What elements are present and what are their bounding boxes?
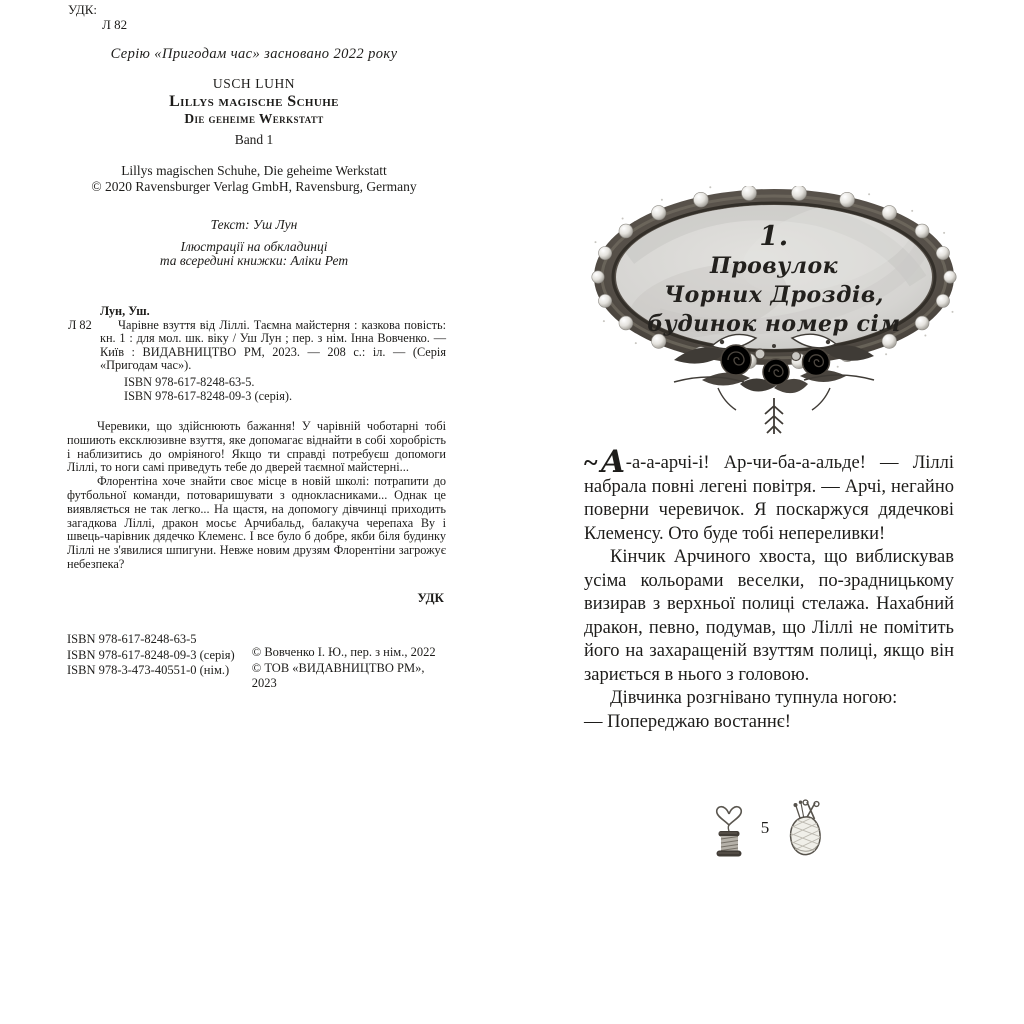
isbn-line-1: ISBN 978-617-8248-63-5 [67, 632, 197, 646]
chapter-heading [588, 222, 960, 339]
udk-label: УДК: [68, 2, 98, 17]
thread-spool-icon [712, 798, 746, 858]
copyright-page [62, 0, 446, 1024]
isbn-column [62, 632, 252, 692]
volume-number: Band 1 [234, 132, 274, 147]
original-title: Lillys magische Schuhe [169, 93, 339, 110]
illustration-credit-line1: Ілюстрації на обкладинці [180, 238, 328, 254]
original-edition-block [62, 76, 446, 148]
credits-block [62, 218, 446, 269]
catalog-description: Чарівне взуття від Ліллі. Таємна майстерня : казкова повість: кн. 1 : для мол. шк. віку / Уш Лун ; пер. з нім. Інна Вовченко. — Київ : ВИДАВНИЦТВО РМ, 2023. — 208 с.: іл. — (Серія «Пригодам час»). [100, 317, 446, 373]
body-paragraph-2: Кінчик Арчиного хвоста, що виблискував усіма кольорами веселки, по-зрадницькому визирав з верхньої полиці стелажа. Нахабний дракон, певно, подумав, що Ліллі не помітить його на захаращеній взуттям полиці, якщо він зариється в нього з головою. [584, 547, 954, 685]
decorative-dash: ~ [584, 448, 598, 477]
annotation-paragraph-1: Черевики, що здійснюють бажання! У чарівній чоботарні тобі пошиють ексклюзивне взуття, яке допомагає віднайти в собі хоробрість і наблизитись до омріяного! Якщо ти справді потребуєш допомоги Ліллі, то ноги самі приведуть тебе до дверей таємної майстерні... [67, 419, 446, 475]
udk-classification [68, 3, 452, 32]
source-copyright-block [62, 163, 446, 194]
annotation-block [62, 420, 446, 572]
illustration-credit-line2: та всередині книжки: Аліки Рет [159, 253, 349, 268]
udk-code: Л 82 [102, 17, 128, 32]
isbn-line-2: ISBN 978-617-8248-09-3 (серія) [67, 647, 235, 662]
cataloging-in-publication [62, 305, 446, 403]
annotation-paragraph-2: Флорентіна хоче знайти своє місце в новій школі: потрапити до футбольної команди, потоваришувати з однокласниками... Однак це виявляється не так легко... На щастя, на допомогу дівчинці приходить загадкова Ліллі, дракон мосьє Арчибальд, балакуча черепаха Ву і швець-чарівник дядечко Клеменс. І все було б добре, якби біля будинку Ліллі не з'явилися шпигуни. Невже новим друзям Флорентіни загрожує небезпека? [67, 474, 446, 571]
chapter-title-line-2: Чорних Дроздів, [664, 282, 884, 308]
catalog-index-code: Л 82 [68, 317, 92, 332]
opening-paragraph [584, 444, 954, 546]
original-author: USCH LUHN [212, 76, 296, 91]
chapter-title-plate [588, 186, 960, 448]
drop-cap: А [600, 444, 626, 480]
isbn-line-3: ISBN 978-3-473-40551-0 (нім.) [67, 663, 230, 677]
opening-paragraph-text: -а-а-арчі-і! Ар-чи-ба-а-альде! — Ліллі набрала повні легені повітря. — Арчі, негайно поверни черевичок. Я поскаржуся дядечкові Клеменсу. Ото буде тобі непереливки! [584, 453, 954, 544]
body-paragraph-4: — Попереджаю востаннє! [584, 711, 791, 732]
series-founding-note: Серію «Пригодам час» засновано 2022 року [110, 46, 398, 62]
chapter-title-line-3: будинок номер сім [647, 311, 901, 337]
text-credit: Текст: Уш Лун [210, 217, 298, 232]
page-footer [578, 798, 960, 858]
imprint-footer [62, 632, 446, 692]
catalog-author-entry: Лун, Уш. [100, 304, 150, 318]
body-paragraph-3: Дівчинка розгнівано тупнула ногою: [610, 688, 898, 708]
chapter-number: 1. [759, 221, 789, 252]
catalog-isbn-lines [124, 376, 446, 403]
copyright-column [252, 632, 446, 692]
translator-copyright: © Вовченко І. Ю., пер. з нім., 2022 [251, 645, 436, 659]
original-subtitle: Die geheime Werkstatt [184, 111, 324, 126]
chapter-page [578, 0, 960, 1024]
page-number: 5 [760, 818, 770, 837]
source-copyright-line: © 2020 Ravensburger Verlag GmbH, Ravensburg, Germany [91, 178, 417, 194]
udk-footer: УДК [417, 590, 444, 605]
pincushion-icon [784, 799, 826, 857]
chapter-body [584, 444, 954, 734]
source-title-line: Lillys magischen Schuhe, Die geheime Werkstatt [121, 163, 387, 178]
chapter-title-line-1: Провулок [709, 253, 839, 279]
catalog-isbn-1: ISBN 978-617-8248-63-5. [124, 374, 255, 389]
publisher-copyright: © ТОВ «ВИДАВНИЦТВО РМ», 2023 [251, 660, 425, 690]
catalog-isbn-2: ISBN 978-617-8248-09-3 (серія). [124, 388, 293, 403]
